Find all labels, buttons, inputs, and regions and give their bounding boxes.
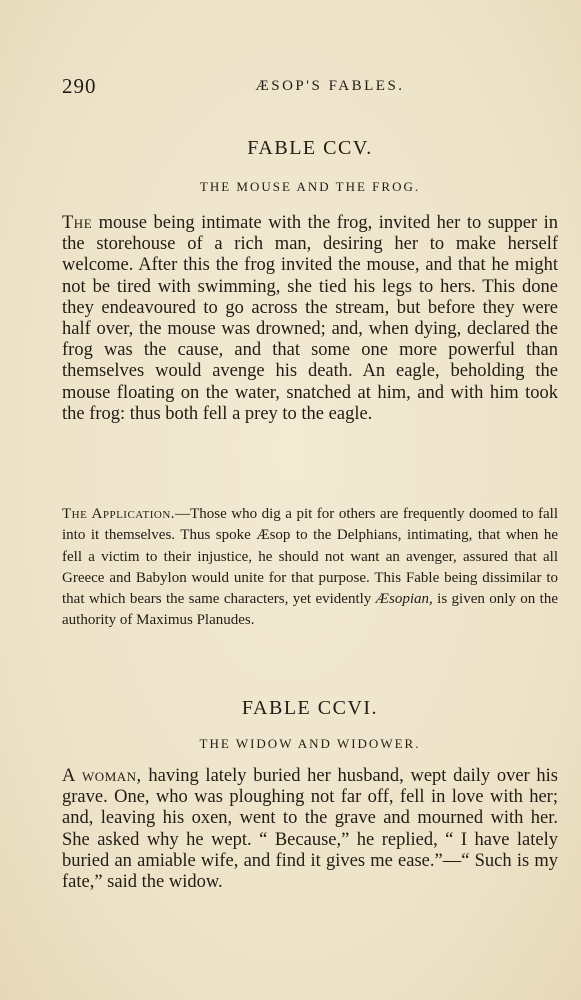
fable-title: FABLE CCV.: [247, 137, 373, 159]
fable-subtitle: THE MOUSE AND THE FROG.: [199, 179, 421, 194]
application-label: The Application.: [62, 506, 176, 522]
application-text-end: is given only on the authority of Maximus Planudes.: [62, 591, 558, 629]
fable-body-text: mouse being intimate with the frog, invited her to supper in the storehouse of a rich man, desiring her to make herself welcome. After this the frog invited the mouse, and that he might not be tired with swimming, she tied his legs to hers. This done they endeavoured to go across the stream, but before they were half over, the mouse was drowned; and, when dying, declared the frog was the cause, and that some one more powerful than themselves would avenge his death. An eagle, beholding the mouse floating on the water, snatched at him, and with him took the frog: thus both fell a prey to the eagle.: [62, 213, 558, 424]
fable-subtitle: THE WIDOW AND WIDOWER.: [199, 736, 421, 751]
page-header: [62, 74, 558, 100]
application-text: —Those who dig a pit for others are frequently doomed to fall into it themselves. Thus spoke Æsop to the Delphians, intimating, that when he fell a victim to their injustice, he should not want an avenger, assured that all Greece and Babylon would unite for that purpose. This Fable being dissimilar to that which bears the same characters, yet evidently: [62, 506, 559, 608]
fable-lead-word: A woman,: [62, 766, 142, 786]
fable-title: FABLE CCVI.: [241, 697, 379, 719]
running-head: ÆSOP'S FABLES.: [255, 78, 405, 94]
fable-body: [62, 213, 558, 425]
fable-body-text: having lately buried her husband, wept daily over his grave. One, who was ploughing not far off, fell in love with her; and, leaving his oxen, went to the grave and mourned with her. She asked why he wept. “ Because,” he replied, “ I have lately buried an amiable wife, and find it gives me ease.”—“ Such is my fate,” said the widow.: [62, 766, 558, 893]
fable-lead-word: The: [62, 213, 93, 233]
fable-body: [62, 766, 558, 893]
page-number: 290: [62, 74, 97, 98]
application-italic: Æsopian,: [375, 591, 433, 608]
fable-application: [62, 504, 558, 632]
